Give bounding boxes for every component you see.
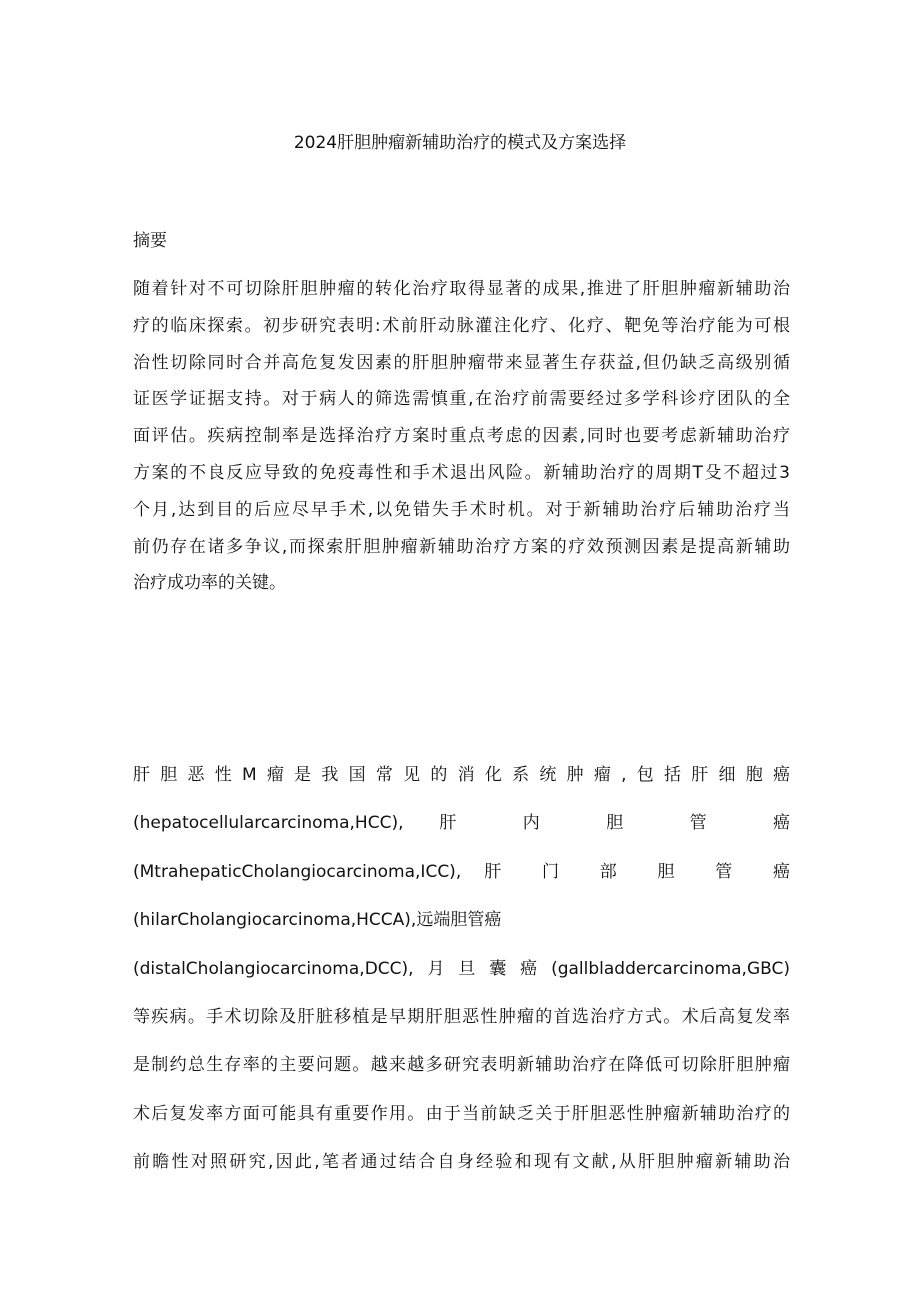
body-line: 是制约总生存率的主要问题。越来越多研究表明新辅助治疗在降低可切除肝胆肿瘤 — [133, 1055, 790, 1076]
abstract-heading: 摘要 — [133, 231, 167, 251]
body-line: (MtrahepaticCholangiocarcinoma,ICC), 肝 门 部 胆 管 癌 — [133, 861, 790, 882]
abstract-line: 前仍存在诸多争议,而探索肝胆肿瘤新辅助治疗方案的疗效预测因素是提高新辅助 — [133, 536, 790, 557]
abstract-line: 疗的临床探索。初步研究表明:术前肝动脉灌注化疗、化疗、靶免等治疗能为可根 — [133, 315, 790, 336]
document-title: 2024肝胆肿瘤新辅助治疗的模式及方案选择 — [293, 133, 627, 153]
body-line: 术后复发率方面可能具有重要作用。由于当前缺乏关于肝胆恶性肿瘤新辅助治疗的 — [133, 1103, 790, 1124]
body-line: (distalCholangiocarcinoma,DCC),月旦囊癌(gallbladdercarcinoma,GBC) — [133, 958, 790, 979]
body-line: 肝胆恶性M瘤是我国常见的消化系统肿瘤,包括肝细胞癌 — [133, 765, 790, 785]
body-line: 前瞻性对照研究,因此,笔者通过结合自身经验和现有文献,从肝胆肿瘤新辅助治 — [133, 1152, 790, 1173]
abstract-line: 证医学证据支持。对于病人的筛选需慎重,在治疗前需要经过多学科诊疗团队的全 — [133, 389, 790, 410]
body-line: (hepatocellularcarcinoma,HCC), 肝 内 胆 管 癌 — [133, 813, 790, 834]
abstract-line: 方案的不良反应导致的免疫毒性和手术退出风险。新辅助治疗的周期T殳不超过3 — [133, 462, 790, 483]
abstract-line: 个月,达到目的后应尽早手术,以免错失手术时机。对于新辅助治疗后辅助治疗当 — [133, 499, 790, 520]
body-line: 等疾病。手术切除及肝脏移植是早期肝胆恶性肿瘤的首选治疗方式。术后高复发率 — [133, 1006, 790, 1027]
body-line: (hilarCholangiocarcinoma,HCCA),远端胆管癌 — [133, 910, 502, 931]
abstract-line: 治性切除同时合并高危复发因素的肝胆肿瘤带来显著生存获益,但仍缺乏高级别循 — [133, 352, 790, 373]
body-paragraph — [133, 751, 790, 1187]
abstract-line: 随着针对不可切除肝胆肿瘤的转化治疗取得显著的成果,推进了肝胆肿瘤新辅助治 — [133, 279, 790, 299]
abstract-line: 治疗成功率的关键。 — [133, 573, 286, 594]
abstract-line: 面评估。疾病控制率是选择治疗方案时重点考虑的因素,同时也要考虑新辅助治疗 — [133, 426, 790, 447]
abstract-paragraph — [133, 271, 790, 602]
